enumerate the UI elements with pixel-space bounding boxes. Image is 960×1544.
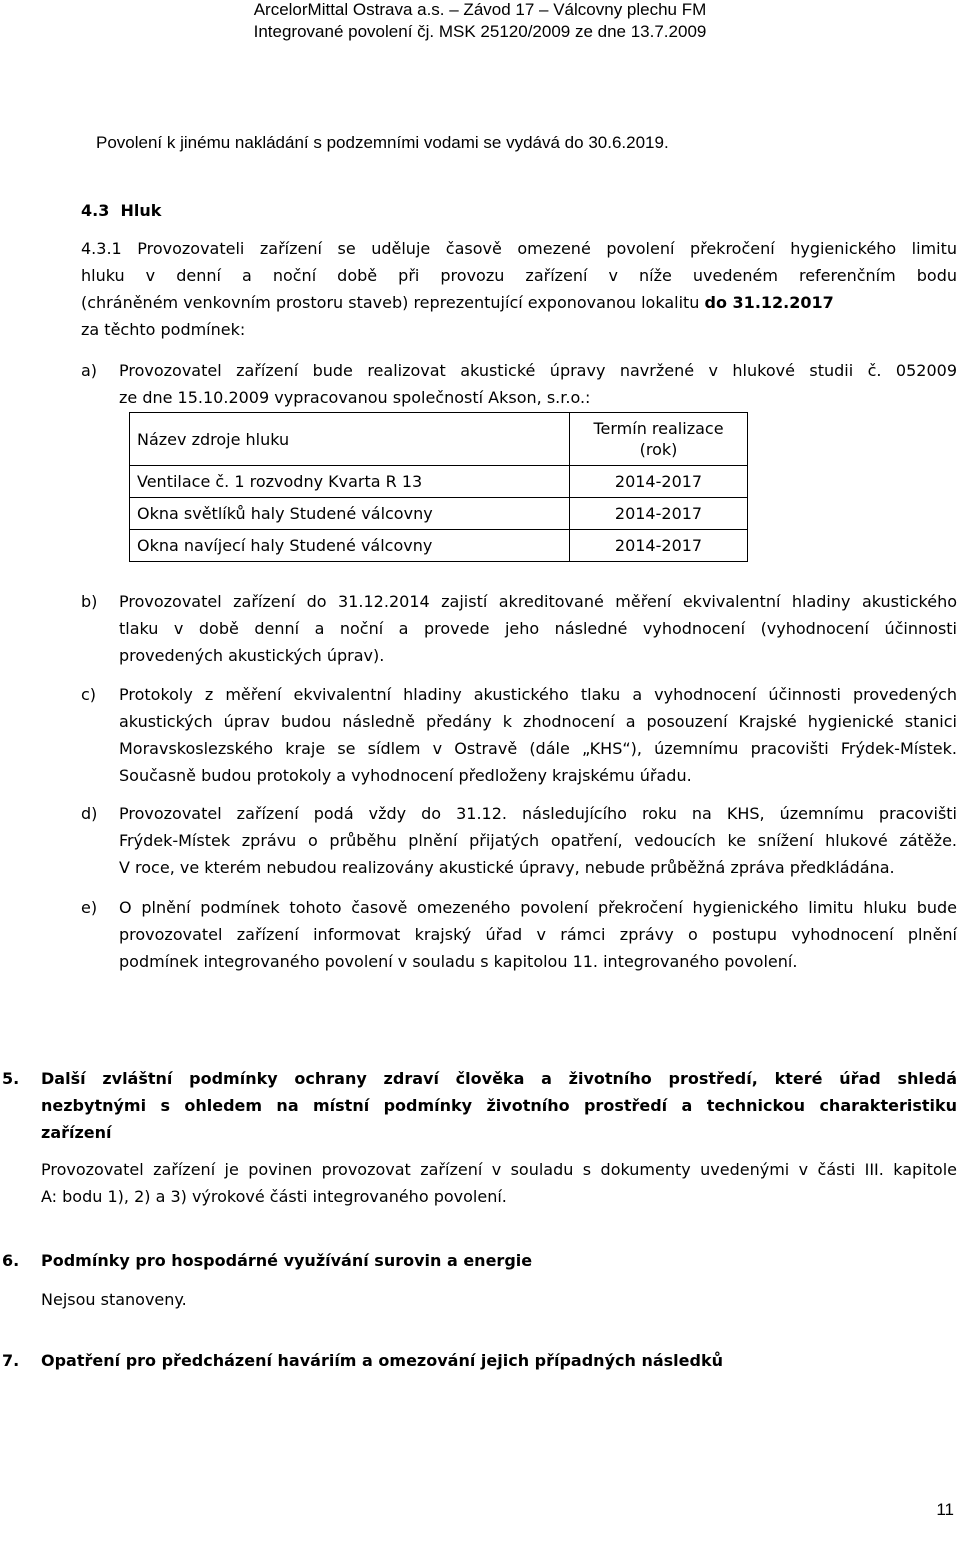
section-5-body-line: A: bodu 1), 2) a 3) výrokové části integrovaného povolení. [41, 1187, 507, 1206]
section-6-body: Nejsou stanoveny. [41, 1290, 187, 1309]
table-cell-source: Okna navíjecí haly Studené válcovny [130, 530, 570, 562]
item-d-label: d) [81, 804, 98, 823]
paragraph-line: za těchto podmínek: [81, 320, 246, 339]
section-7-number: 7. [2, 1351, 20, 1370]
paragraph-line: (chráněném venkovním prostoru staveb) reprezentující exponovanou lokalitu [81, 293, 700, 312]
item-b-line: provedených akustických úprav). [119, 646, 385, 665]
item-d-line: Provozovatel zařízení podá vždy do 31.12. následujícího roku na KHS, územnímu pracovišti [119, 804, 957, 823]
item-a-line: Provozovatel zařízení bude realizovat akustické úpravy navržené v hlukové studii č. 052009 [119, 361, 957, 380]
item-d-line: Frýdek-Místek zprávu o průběhu plnění přijatých opatření, vedoucích ke snížení hlukové zátěže. [119, 831, 957, 850]
table-row [130, 530, 748, 562]
item-e-line: O plnění podmínek tohoto časově omezeného povolení překročení hygienického limitu hluku bude [119, 898, 957, 917]
section-5-body [41, 1156, 957, 1210]
item-c-text [119, 681, 957, 789]
table-row [130, 498, 748, 530]
table-cell-term: 2014-2017 [570, 466, 748, 498]
page-number: 11 [936, 1500, 954, 1519]
section-5-title [41, 1065, 957, 1146]
section-5-number: 5. [2, 1069, 20, 1088]
item-c-line: akustických úprav budou následně předány k zhodnocení a posouzení Krajské hygienické stanici [119, 712, 957, 731]
item-a-line: ze dne 15.10.2009 vypracovanou společností Akson, s.r.o.: [119, 388, 591, 407]
item-c-line: Moravskoslezského kraje se sídlem v Ostravě (dále „KHS“), územnímu pracovišti Frýdek-Místek. [119, 739, 957, 758]
item-e-line: podmínek integrovaného povolení v souladu s kapitolou 11. integrovaného povolení. [119, 952, 798, 971]
paragraph-line-with-date [81, 289, 957, 316]
item-e-text [119, 894, 957, 975]
section-5-title-line: nezbytnými s ohledem na místní podmínky životního prostředí a technickou charakteristiku [41, 1096, 957, 1115]
table-cell-source: Ventilace č. 1 rozvodny Kvarta R 13 [130, 466, 570, 498]
noise-sources-table [129, 412, 748, 562]
item-b-line: Provozovatel zařízení do 31.12.2014 zajistí akreditované měření ekvivalentní hladiny akustického [119, 592, 957, 611]
paragraph-4-3-1 [81, 235, 957, 343]
item-d-text [119, 800, 957, 881]
table-cell-term: 2014-2017 [570, 498, 748, 530]
table-header-source: Název zdroje hluku [130, 413, 570, 466]
header-line-2: Integrované povolení čj. MSK 25120/2009 ze dne 13.7.2009 [253, 22, 707, 41]
item-b-line: tlaku v době denní a noční a provede jeho následné vyhodnocení (vyhodnocení účinnosti [119, 619, 957, 638]
item-b-text [119, 588, 957, 669]
deadline-date: do 31.12.2017 [704, 293, 834, 312]
table-row [130, 466, 748, 498]
section-6-number: 6. [2, 1251, 20, 1270]
section-6-title: Podmínky pro hospodárné využívání surovin a energie [41, 1251, 533, 1270]
item-a-text [119, 357, 957, 411]
paragraph-line: hluku v denní a noční době při provozu zařízení v níže uvedeném referenčním bodu [81, 266, 957, 285]
section-4-3-title: Hluk [120, 201, 162, 220]
section-5-title-line: zařízení [41, 1123, 112, 1142]
table-header-term: Termín realizace (rok) [570, 413, 748, 466]
section-4-3-heading [81, 197, 161, 224]
section-7-title: Opatření pro předcházení haváriím a omezování jejich případných následků [41, 1351, 723, 1370]
item-a-label: a) [81, 361, 98, 380]
header-line-1: ArcelorMittal Ostrava a.s. – Závod 17 – Válcovny plechu FM [253, 0, 707, 19]
section-4-3-number: 4.3 [81, 201, 110, 220]
item-e-line: provozovatel zařízení informovat krajský úřad v rámci zprávy o postupu vyhodnocení plnění [119, 925, 957, 944]
permit-sentence: Povolení k jinému nakládání s podzemními vodami se vydává do 30.6.2019. [96, 133, 669, 152]
table-header-row [130, 413, 748, 466]
table-cell-term: 2014-2017 [570, 530, 748, 562]
section-5-title-line: Další zvláštní podmínky ochrany zdraví člověka a životního prostředí, které úřad shledá [41, 1069, 957, 1088]
paragraph-line: 4.3.1 Provozovateli zařízení se uděluje časově omezené povolení překročení hygienického limitu [81, 239, 957, 258]
section-5-body-line: Provozovatel zařízení je povinen provozovat zařízení v souladu s dokumenty uvedenými v části III. kapitole [41, 1160, 957, 1179]
item-c-label: c) [81, 685, 97, 704]
item-b-label: b) [81, 592, 98, 611]
item-c-line: Protokoly z měření ekvivalentní hladiny akustického tlaku a vyhodnocení účinnosti provedených [119, 685, 957, 704]
item-e-label: e) [81, 898, 98, 917]
item-c-line: Současně budou protokoly a vyhodnocení předloženy krajskému úřadu. [119, 766, 692, 785]
table-cell-source: Okna světlíků haly Studené válcovny [130, 498, 570, 530]
item-d-line: V roce, ve kterém nebudou realizovány akustické úpravy, nebude průběžná zpráva předkládána. [119, 858, 895, 877]
